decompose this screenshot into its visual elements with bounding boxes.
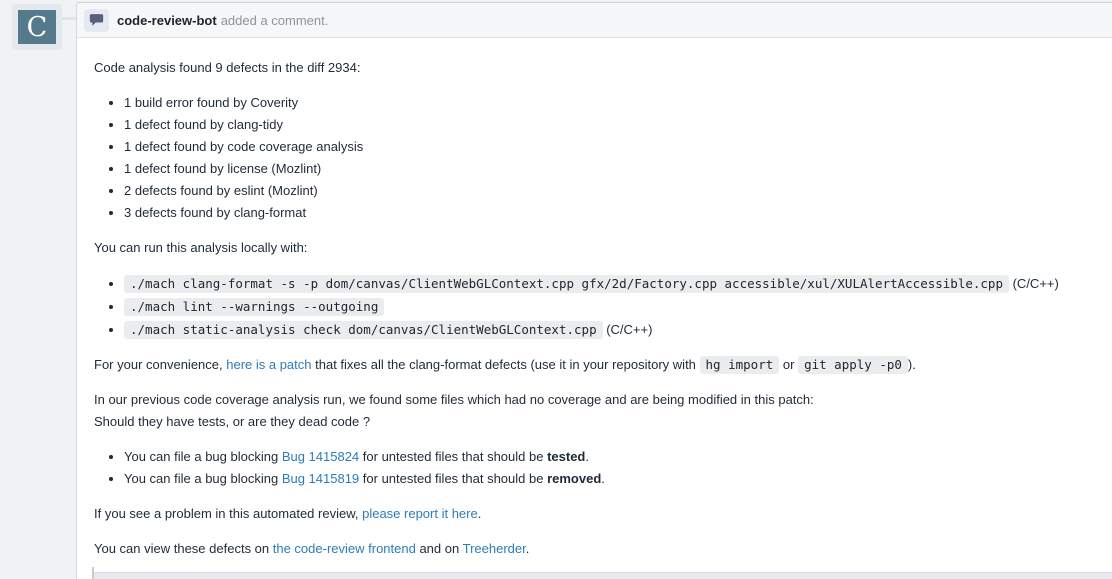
text: for untested files that should be [359, 449, 548, 464]
text: for untested files that should be [359, 471, 548, 486]
list-item [124, 158, 1100, 180]
text: 1 build error found by Coverity [124, 95, 299, 110]
timeline-avatar-frame [12, 4, 62, 50]
bullet-list [94, 446, 1100, 490]
paragraph [94, 354, 1100, 376]
list-item [124, 114, 1100, 136]
text: You can file a bug blocking [124, 449, 282, 464]
list-item [124, 272, 1100, 295]
list-item [124, 92, 1100, 114]
speech-bubble-icon [84, 9, 109, 32]
text: Should they have tests, or are they dead code ? [94, 414, 371, 429]
list-item [124, 318, 1100, 341]
paragraph [94, 538, 1100, 560]
text: . [585, 449, 589, 464]
text: or [779, 357, 799, 372]
comment-header [77, 3, 1112, 38]
text: . [525, 541, 530, 556]
list-item [124, 180, 1100, 202]
bullet-list [94, 92, 1100, 224]
text: (C/C++) [1008, 276, 1059, 291]
link[interactable]: Treeherder [462, 541, 526, 556]
text: For your convenience, [94, 357, 227, 372]
text: You can run this analysis locally with: [94, 240, 308, 255]
text: (C/C++) [602, 322, 653, 337]
text: Code analysis found 9 defects in the diff 2934: [94, 60, 361, 75]
list-item [124, 446, 1100, 468]
list-item [124, 468, 1100, 490]
comment-card [76, 2, 1112, 579]
text: 1 defect found by clang-tidy [124, 117, 283, 132]
inline-code: ./mach static-analysis check dom/canvas/ClientWebGLContext.cpp [124, 321, 603, 339]
inline-code: ./mach clang-format -s -p dom/canvas/ClientWebGLContext.cpp gfx/2d/Factory.cpp accessible/xul/XULAlertAccessible.cpp [124, 275, 1009, 293]
comment-body [77, 38, 1112, 579]
bold-text: removed [547, 471, 602, 486]
paragraph [94, 389, 1100, 433]
text: ). [907, 357, 916, 372]
text: that fixes all the clang-format defects (use it in your repository with [311, 357, 700, 372]
bold-text: tested [547, 449, 586, 464]
timeline-connector [62, 17, 77, 20]
text: You can view these defects on [94, 541, 273, 556]
paragraph [94, 503, 1100, 525]
list-item [124, 295, 1100, 318]
text: 3 defects found by clang-format [124, 205, 307, 220]
text: and on [415, 541, 463, 556]
text: You can file a bug blocking [124, 471, 282, 486]
text: If you see a problem in this automated review, [94, 506, 363, 521]
link[interactable]: Bug 1415824 [281, 449, 360, 464]
paragraph [94, 237, 1100, 259]
inline-code: hg import [700, 356, 780, 374]
text: . [477, 506, 482, 521]
list-item [124, 202, 1100, 224]
text: 2 defects found by eslint (Mozlint) [124, 183, 318, 198]
paragraph [94, 57, 1100, 79]
avatar-letter: C [26, 11, 48, 43]
inline-code: git apply -p0 [798, 356, 908, 374]
avatar[interactable] [18, 10, 56, 44]
link[interactable]: the code-review frontend [272, 541, 416, 556]
text: . [601, 471, 605, 486]
bullet-list [94, 272, 1100, 341]
link[interactable]: here is a patch [226, 357, 312, 372]
inline-code: ./mach lint --warnings --outgoing [124, 298, 384, 316]
text: 1 defect found by code coverage analysis [124, 139, 364, 154]
comment-action: added a comment. [220, 12, 329, 28]
link[interactable]: Bug 1415819 [281, 471, 360, 486]
author-name[interactable]: code-review-bot [117, 12, 217, 28]
link[interactable]: please report it here [362, 506, 478, 521]
list-item [124, 136, 1100, 158]
text: In our previous code coverage analysis run, we found some files which had no coverage and are being modified in this patch: [94, 392, 814, 407]
text: 1 defect found by license (Mozlint) [124, 161, 322, 176]
next-timeline-item-stub [94, 572, 1112, 579]
